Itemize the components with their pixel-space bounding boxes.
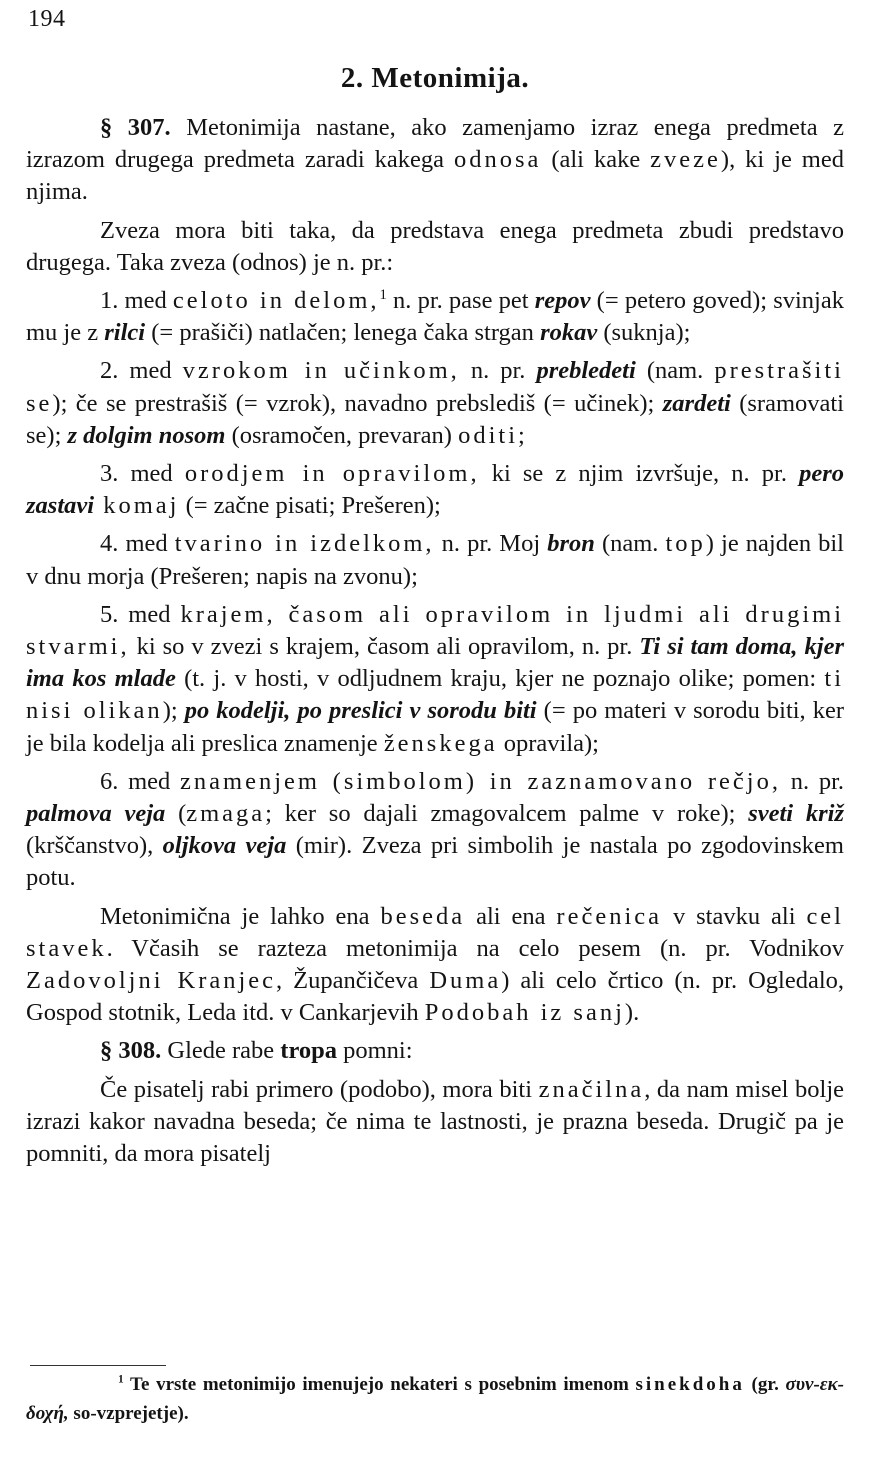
section-number: § 307. — [100, 114, 171, 141]
list-item: 3. med orodjem in opravilom, ki se z njim izvršuje, n. pr. pero zastavi komaj (= začne pisati; Prešeren); — [26, 460, 844, 520]
list-item: 5. med krajem, časom ali opravilom in ljudmi ali drugimi stvarmi, ki so v zvezi s krajem, časom ali opravilom, n. pr. Ti si tam doma, kjer ima kos mlade (t. j. v hosti, v odljudnem kraju, kjer ne poznajo olike; pomen: ti nisi olikan); po kodelji, po preslici v sorodu biti (= po materi v sorodu biti, ker je bila kodelja ali preslica znamenje ženskega opravila); — [26, 600, 845, 757]
page-number: 194 — [28, 6, 66, 32]
footnote-divider — [30, 1365, 166, 1366]
paragraph: Metonimična je lahko ena beseda ali ena rečenica v stavku ali cel stavek. Včasih se razteza metonimija na celo pesem (n. pr. Vodnikov Zadovoljni Kranjec, Župančičeva Duma) ali celo črtico (n. pr. Ogledalo, Gospod stotnik, Leda itd. v Cankarjevih Podobah iz sanj). — [26, 902, 845, 1027]
section-title: 2. Metonimija. — [340, 62, 530, 94]
body-text — [26, 112, 844, 1170]
footnote: $^1$ Te vrste metonimijo imenujejo nekateri s posebnim imenom sinekdoha (gr. συν-εκ-δοχή, so-vzprejetje). — [26, 1373, 844, 1424]
list-item: 4. med tvarino in izdelkom, n. pr. Moj bron (nam. top) je najden bil v dnu morja (Prešeren; napis na zvonu); — [26, 530, 844, 590]
list-item: 2. med vzrokom in učinkom, n. pr. prebledeti (nam. prestrašiti se); če se prestrašiš (= vzrok), navadno prebslediš (= učinek); zardeti (sramovati se); z dolgim nosom (osramočen, prevaran) oditi; — [26, 357, 844, 449]
list-item: 6. med znamenjem (simbolom) in zaznamovano rečjo, n. pr. palmova veja (zmaga; ker so dajali zmagovalcem palme v roke); sveti križ (krščanstvo), oljkova veja (mir). Zveza pri simbolih je nastala po zgodovinskem potu. — [26, 767, 845, 892]
paragraph: Če pisatelj rabi primero (podobo), mora biti značilna, da nam misel bolje izrazi kakor navadna beseda; če nima te lastnosti, je prazna beseda. Drugič pa je pomniti, da mora pisatelj — [26, 1075, 845, 1168]
section-number: § 308. — [100, 1037, 162, 1065]
list-item: 1. med celoto in delom,$^1$ n. pr. pase pet repov (= petero goved); svinjak mu je z rilci (= prašiči) natlačen; lenega čaka strgan rokav (suknja); — [26, 286, 844, 347]
paragraph-308: § 308. Glede rabe tropa pomni: — [100, 1037, 413, 1065]
paragraph: Zveza mora biti taka, da predstava enega predmeta zbudi predstavo drugega. Taka zveza (odnos) je n. pr.: — [26, 216, 844, 276]
paragraph-307: § 307. Metonimija nastane, ako zamenjamo izraz enega predmeta z izrazom drugega predmeta zaradi kakega odnosa (ali kake zveze), ki je med njima. — [26, 114, 845, 206]
